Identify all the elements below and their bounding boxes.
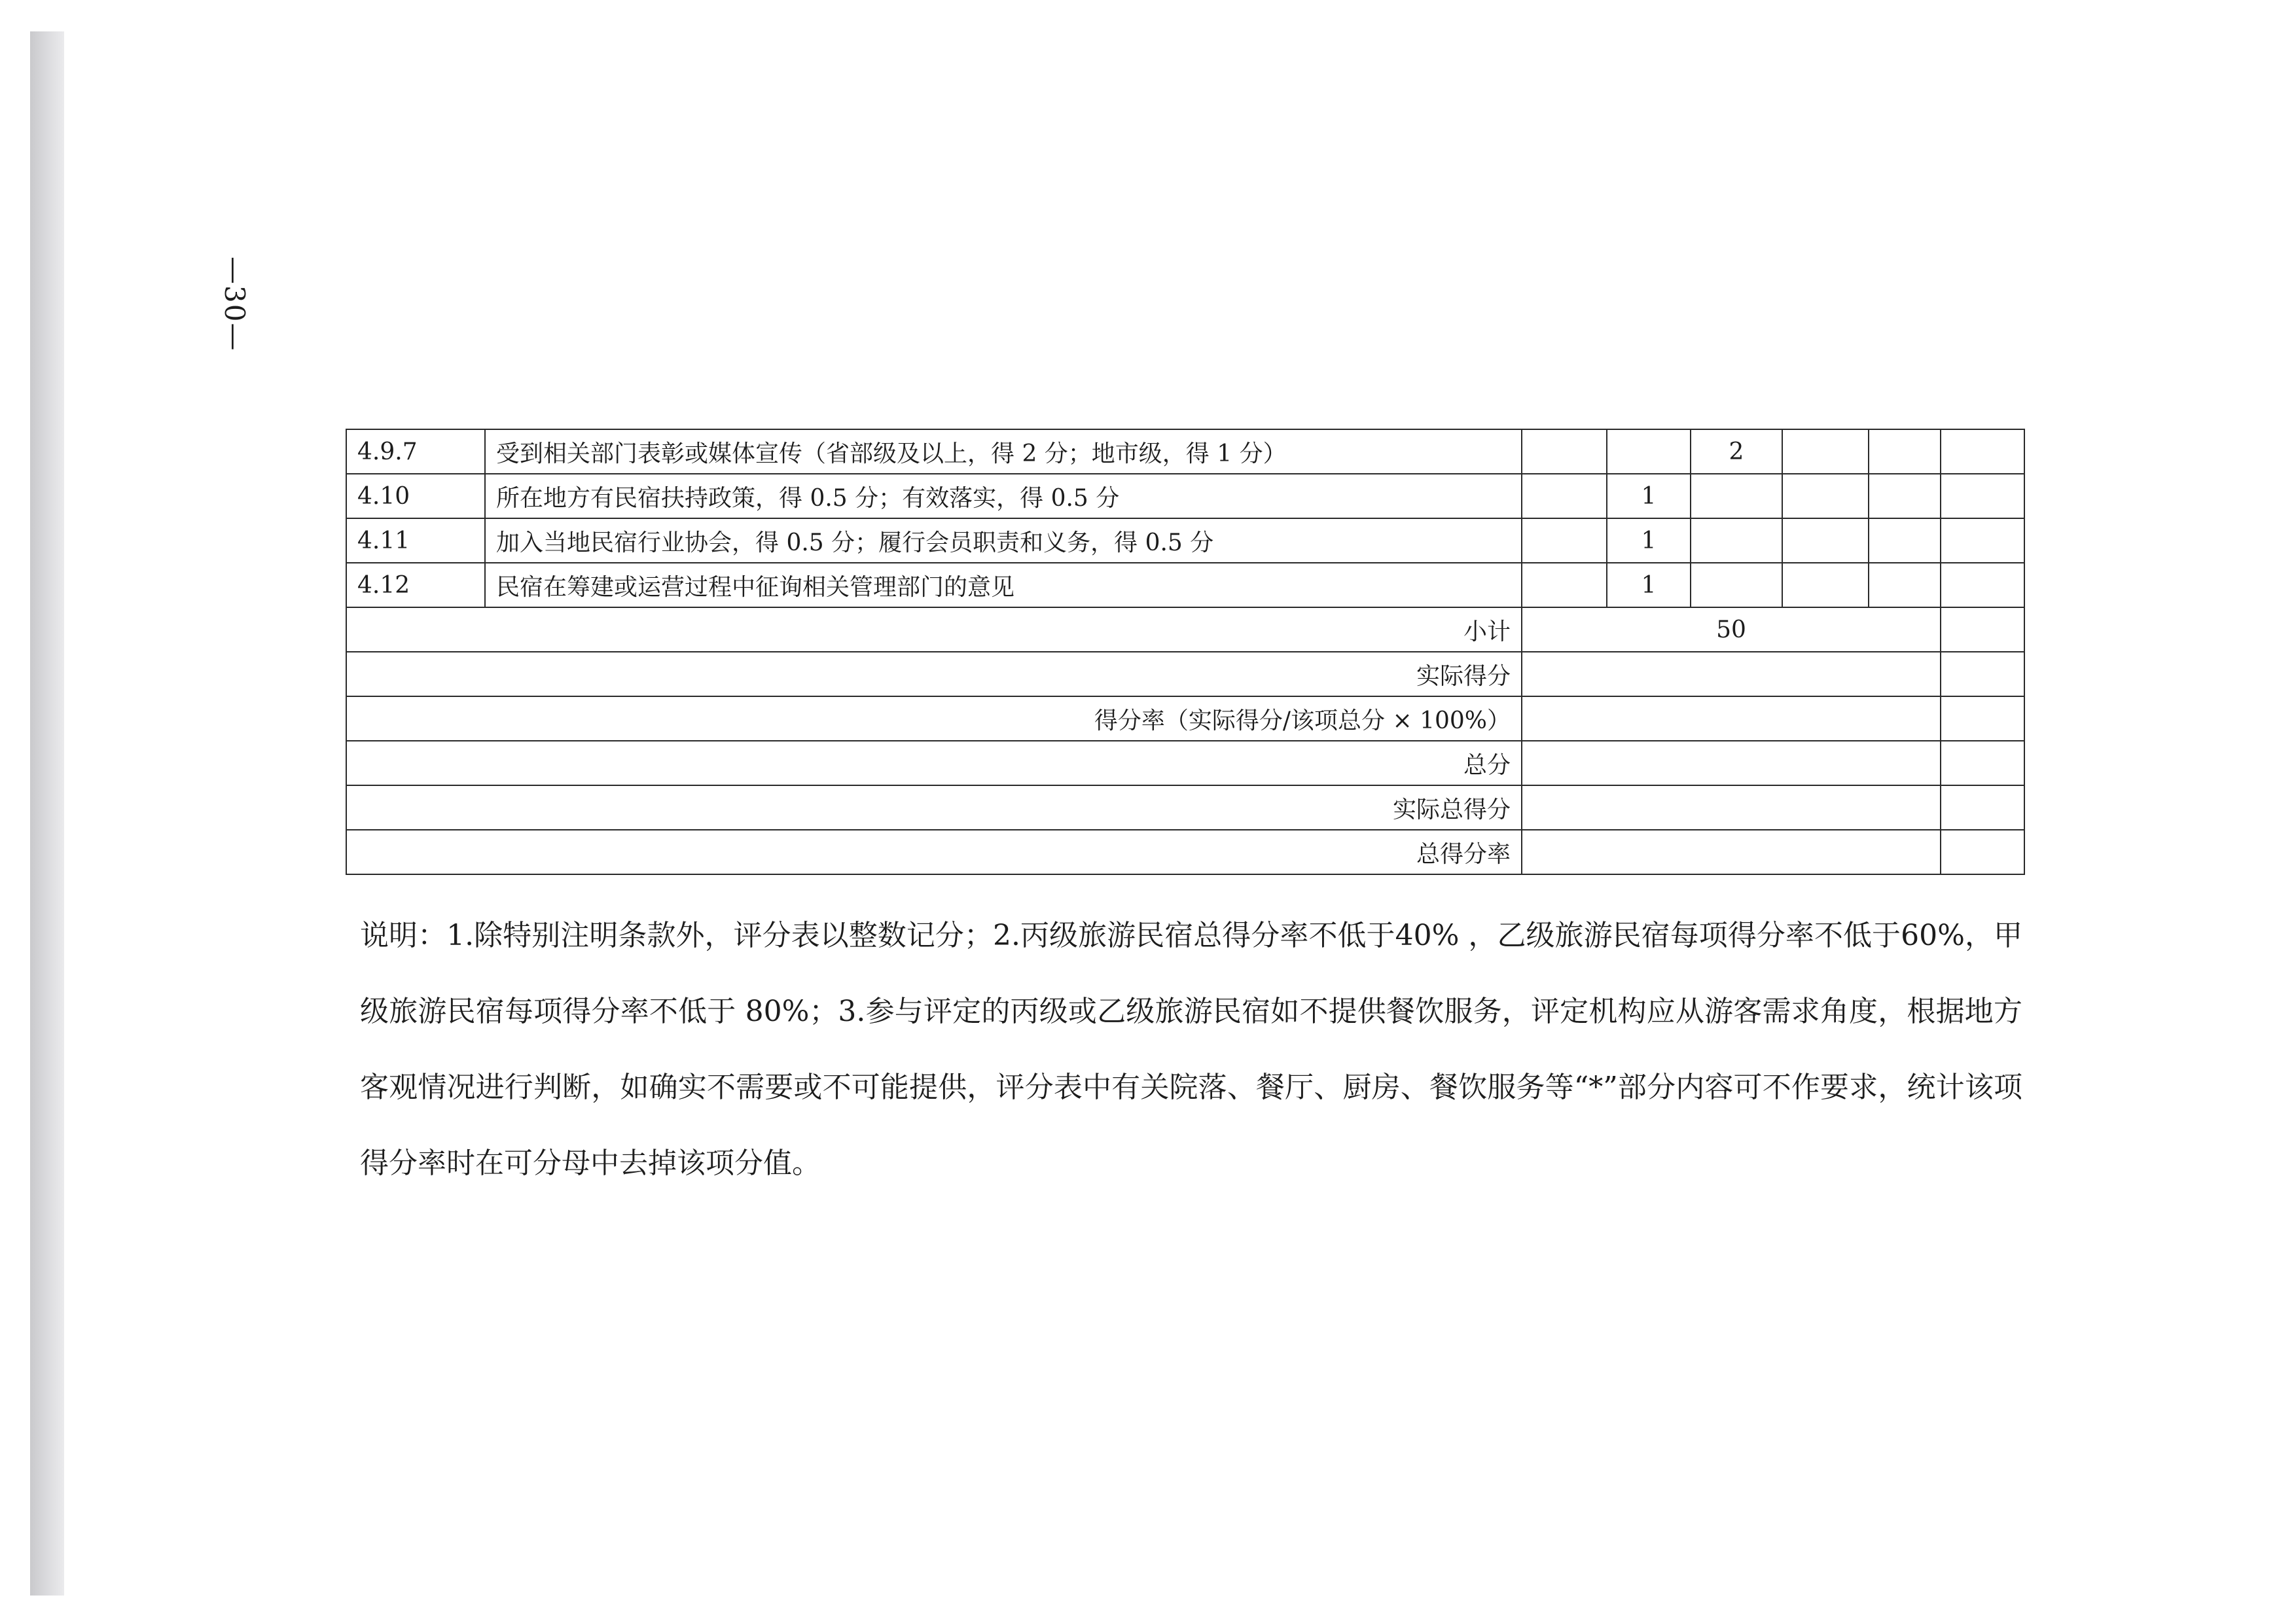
summary-label: 小计 [346, 607, 1522, 652]
item-description: 受到相关部门表彰或媒体宣传（省部级及以上，得 2 分；地市级，得 1 分） [485, 429, 1522, 474]
item-code: 4.12 [346, 563, 485, 607]
summary-label: 实际得分 [346, 652, 1522, 696]
score-cell [1607, 429, 1691, 474]
score-cell [1869, 429, 1941, 474]
score-cell: 1 [1607, 518, 1691, 563]
score-cell [1691, 563, 1782, 607]
score-cell [1869, 518, 1941, 563]
score-cell [1941, 429, 2024, 474]
score-cell [1522, 563, 1607, 607]
summary-label: 总得分率 [346, 830, 1522, 874]
score-cell [1869, 474, 1941, 518]
score-cell [1522, 429, 1607, 474]
score-cell [1782, 474, 1869, 518]
score-cell [1941, 563, 2024, 607]
explanation-note: 说明：1.除特别注明条款外，评分表以整数记分；2.丙级旅游民宿总得分率不低于40% ，乙级旅游民宿每项得分率不低于60%，甲级旅游民宿每项得分率不低于 80%；3.参与评定的丙级或乙级旅游民宿如不提供餐饮服务，评定机构应从游客需求角度，根据地方客观情况进行判断，如确实不需要或不可能提供，评分表中有关院落、餐厅、厨房、餐饮服务等“*”部分内容可不作要求，统计该项得分率时在可分母中去掉该项分值。 [360, 919, 2022, 1180]
score-cell [1782, 429, 1869, 474]
summary-label: 总分 [346, 741, 1522, 785]
summary-value [1522, 741, 1941, 785]
score-cell [1522, 518, 1607, 563]
score-cell: 1 [1607, 474, 1691, 518]
score-cell [1941, 474, 2024, 518]
summary-row-total [346, 741, 2024, 785]
summary-value [1522, 830, 1941, 874]
score-cell [1782, 563, 1869, 607]
summary-blank-cell [1941, 652, 2024, 696]
score-cell [1522, 474, 1607, 518]
score-cell: 2 [1691, 429, 1782, 474]
scoring-table [346, 429, 2025, 875]
table-row [346, 563, 2024, 607]
score-cell [1782, 518, 1869, 563]
summary-value [1522, 652, 1941, 696]
score-cell: 1 [1607, 563, 1691, 607]
summary-row-total-rate [346, 830, 2024, 874]
score-cell [1869, 563, 1941, 607]
summary-row-subtotal [346, 607, 2024, 652]
item-code: 4.10 [346, 474, 485, 518]
summary-value [1522, 696, 1941, 741]
summary-blank-cell [1941, 785, 2024, 830]
table-row [346, 518, 2024, 563]
page-number: —30— [219, 257, 251, 352]
item-description: 所在地方有民宿扶持政策，得 0.5 分；有效落实，得 0.5 分 [485, 474, 1522, 518]
item-code: 4.11 [346, 518, 485, 563]
table-row [346, 429, 2024, 474]
summary-row-actual-score [346, 652, 2024, 696]
summary-blank-cell [1941, 741, 2024, 785]
summary-label: 得分率（实际得分/该项总分 × 100%） [346, 696, 1522, 741]
score-cell [1691, 474, 1782, 518]
item-description: 加入当地民宿行业协会，得 0.5 分；履行会员职责和义务，得 0.5 分 [485, 518, 1522, 563]
summary-blank-cell [1941, 607, 2024, 652]
table-row [346, 474, 2024, 518]
summary-value: 50 [1522, 607, 1941, 652]
summary-row-actual-total [346, 785, 2024, 830]
item-description: 民宿在筹建或运营过程中征询相关管理部门的意见 [485, 563, 1522, 607]
summary-row-score-rate [346, 696, 2024, 741]
scan-binding-strip [30, 31, 64, 1596]
item-code: 4.9.7 [346, 429, 485, 474]
summary-blank-cell [1941, 696, 2024, 741]
summary-blank-cell [1941, 830, 2024, 874]
score-cell [1691, 518, 1782, 563]
score-cell [1941, 518, 2024, 563]
summary-value [1522, 785, 1941, 830]
summary-label: 实际总得分 [346, 785, 1522, 830]
